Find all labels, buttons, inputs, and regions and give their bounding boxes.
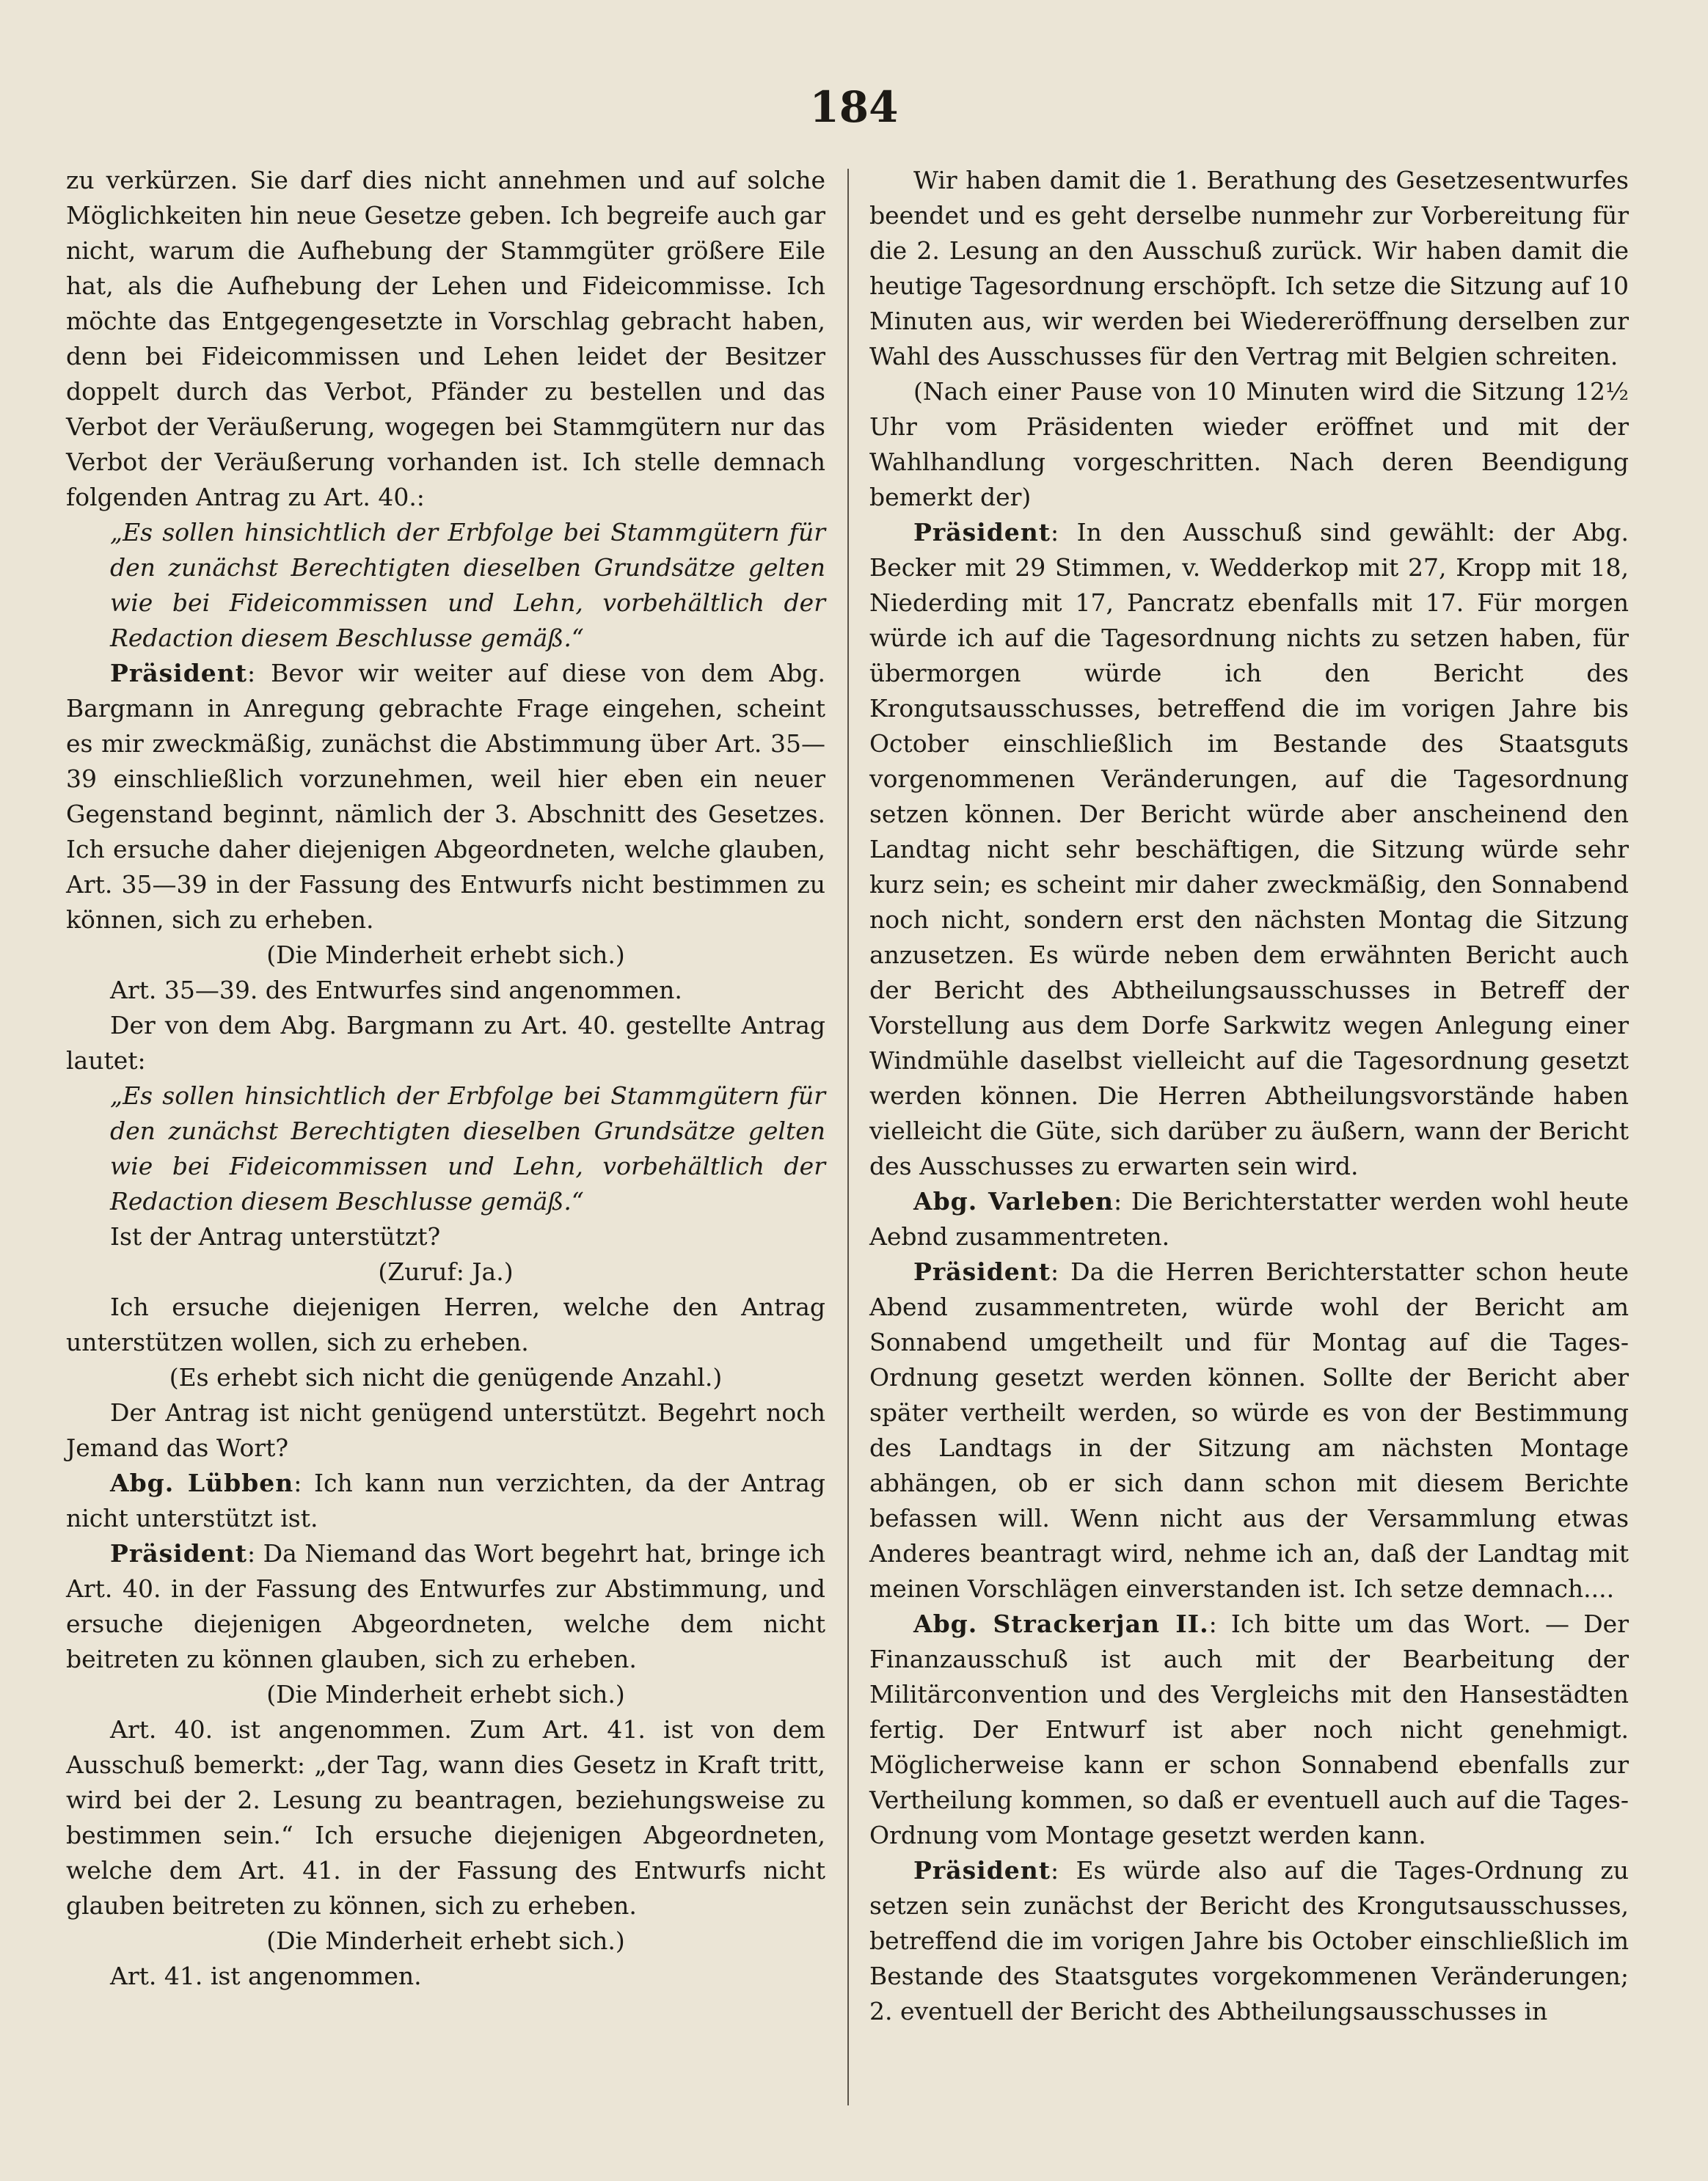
paragraph (66, 1466, 825, 1536)
paragraph-text: : Da Niemand das Wort begehrt hat, bringe ich Art. 40. in der Fassung des Entwurfes zur Abstimmung, und ersuche diejenigen Abgeordneten, welche dem nicht beitreten zu können glauben, sich zu erheben. (66, 1539, 825, 1673)
paragraph-text: Wir haben damit die 1. Berathung des Gesetzesentwurfes beendet und es geht derselbe nunmehr zur Vorbereitung für die 2. Lesung an den Ausschuß zurück. Wir haben damit die heutige Tagesordnung erschöpft. Ich setze die Sitzung auf 10 Minuten aus, wir werden bei Wiedereröffnung derselben zur Wahl des Ausschusses für den Vertrag mit Belgien schreiten. (869, 166, 1629, 370)
paragraph (66, 1395, 825, 1466)
speaker-name: Präsident (110, 659, 248, 687)
stage-direction (66, 1924, 825, 1959)
paragraph-text: (Nach einer Pause von 10 Minuten wird die Sitzung 12½ Uhr vom Präsidenten wieder eröffnet und mit der Wahlhandlung vorgeschritten. Nach deren Beendigung bemerkt der) (869, 377, 1629, 511)
paragraph (869, 1607, 1629, 1853)
paragraph (869, 515, 1629, 1184)
paragraph (869, 1853, 1629, 2029)
paragraph-text: Art. 40. ist angenommen. Zum Art. 41. ist von dem Ausschuß bemerkt: „der Tag, wann dies Gesetz in Kraft tritt, wird bei der 2. Lesung zu beantragen, beziehungsweise zu bestimmen sein.“ Ich ersuche diejenigen Abgeordneten, welche dem Art. 41. in der Fassung des Entwurfs nicht glauben beitreten zu können, sich zu erheben. (66, 1715, 825, 1920)
paragraph-text: „Es sollen hinsichtlich der Erbfolge bei Stammgütern für den zunächst Berechtigten dieselben Grundsätze gelten wie bei Fideicommissen und Lehn, vorbehältlich der Redaction diesem Beschlusse gemäß.“ (110, 518, 825, 652)
paragraph (869, 163, 1629, 374)
speaker-name: Präsident (110, 1539, 248, 1568)
paragraph-text: zu verkürzen. Sie darf dies nicht annehmen und auf solche Möglichkeiten hin neue Gesetze geben. Ich begreife auch gar nicht, warum die Aufhebung der Stammgüter größere Eile hat, als die Aufhebung der Lehen und Fideicommisse. Ich möchte das Entgegengesetzte in Vorschlag gebracht haben, denn bei Fideicommissen und Lehen leidet der Besitzer doppelt durch das Verbot, Pfänder zu bestellen und das Verbot der Veräußerung, wogegen bei Stammgütern nur das Verbot der Veräußerung vorhanden ist. Ich stelle demnach folgenden Antrag zu Art. 40.: (66, 166, 825, 511)
paragraph-text: : Die Berichterstatter werden wohl heute Aebnd zusammentreten. (869, 1187, 1629, 1251)
paragraph-text: : Ich kann nun verzichten, da der Antrag nicht unterstützt ist. (66, 1469, 825, 1532)
speaker-name: Präsident (913, 518, 1051, 547)
speaker-name: Abg. Varleben (913, 1187, 1114, 1216)
speaker-name: Abg. Strackerjan II. (913, 1610, 1209, 1638)
paragraph-text: (Zuruf: Ja.) (378, 1257, 514, 1286)
right-column (869, 163, 1629, 2029)
speaker-name: Abg. Lübben (110, 1469, 294, 1497)
paragraph (869, 1184, 1629, 1254)
paragraph-text: Art. 35—39. des Entwurfes sind angenommen. (110, 976, 682, 1004)
paragraph (66, 973, 825, 1008)
paragraph (66, 656, 825, 938)
paragraph-text: Ich ersuche diejenigen Herren, welche den Antrag unterstützen wollen, sich zu erheben. (66, 1293, 825, 1356)
paragraph-text: Der Antrag ist nicht genügend unterstützt. Begehrt noch Jemand das Wort? (66, 1398, 825, 1462)
paragraph (66, 163, 825, 515)
stage-direction (66, 1677, 825, 1712)
motion-quote (66, 515, 825, 656)
paragraph (66, 1219, 825, 1254)
paragraph-text: (Die Minderheit erhebt sich.) (266, 940, 625, 969)
speaker-name: Präsident (913, 1257, 1051, 1286)
speaker-name: Präsident (913, 1856, 1051, 1885)
paragraph-text: Ist der Antrag unterstützt? (110, 1222, 441, 1251)
paragraph (66, 1536, 825, 1677)
stage-direction (66, 938, 825, 973)
paragraph-text: : Da die Herren Berichterstatter schon heute Abend zusammentreten, würde wohl der Bericht am Sonnabend umgetheilt und für Montag auf die Tages-Ordnung gesetzt werden können. Sollte der Bericht aber später vertheilt werden, so würde es von der Bestimmung des Landtags in der Sitzung am nächsten Montage abhängen, ob er sich dann schon mit diesem Berichte befassen will. Wenn nicht aus der Versammlung etwas Anderes beantragt wird, nehme ich an, daß der Landtag mit meinen Vorschlägen einverstanden ist. Ich setze demnach.... (869, 1257, 1629, 1603)
paragraph-text: (Die Minderheit erhebt sich.) (266, 1680, 625, 1709)
paragraph-text: Der von dem Abg. Bargmann zu Art. 40. gestellte Antrag lautet: (66, 1011, 825, 1075)
paragraph-text: Art. 41. ist angenommen. (110, 1962, 422, 1990)
paragraph (66, 1290, 825, 1360)
left-column (66, 163, 825, 1994)
paragraph-text: (Die Minderheit erhebt sich.) (266, 1926, 625, 1955)
page-number: 184 (809, 82, 899, 132)
paragraph (66, 1712, 825, 1924)
paragraph (66, 1959, 825, 1994)
paragraph-text: : Bevor wir weiter auf diese von dem Abg. Bargmann in Anregung gebrachte Frage eingehen, scheint es mir zweckmäßig, zunächst die Abstimmung über Art. 35—39 einschließlich vorzunehmen, weil hier eben ein neuer Gegenstand beginnt, nämlich der 3. Abschnitt des Gesetzes. Ich ersuche daher diejenigen Abgeordneten, welche glauben, Art. 35—39 in der Fassung des Entwurfs nicht bestimmen zu können, sich zu erheben. (66, 659, 825, 934)
paragraph-text: (Es erhebt sich nicht die genügende Anzahl.) (169, 1363, 723, 1392)
stage-direction (66, 1254, 825, 1290)
stage-direction (66, 1360, 825, 1395)
column-divider (847, 169, 849, 2105)
paragraph-text: : In den Ausschuß sind gewählt: der Abg. Becker mit 29 Stimmen, v. Wedderkop mit 27, Kropp mit 18, Niederding mit 17, Pancratz ebenfalls mit 17. Für morgen würde ich auf die Tagesordnung nichts zu setzen haben, für übermorgen würde ich den Bericht des Krongutsausschusses, betreffend die im vorigen Jahre bis October einschließlich im Bestande des Staatsguts vorgenommenen Veränderungen, auf die Tagesordnung setzen können. Der Bericht würde aber anscheinend den Landtag nicht sehr beschäftigen, die Sitzung würde sehr kurz sein; es scheint mir daher zweckmäßig, den Sonnabend noch nicht, sondern erst den nächsten Montag die Sitzung anzusetzen. Es würde neben dem erwähnten Bericht auch der Bericht des Abtheilungsausschusses in Betreff der Vorstellung aus dem Dorfe Sarkwitz wegen Anlegung einer Windmühle daselbst vielleicht auf die Tagesordnung gesetzt werden können. Die Herren Abtheilungsvorstände haben vielleicht die Güte, sich darüber zu äußern, wann der Bericht des Ausschusses zu erwarten sein wird. (869, 518, 1629, 1180)
paragraph-text: „Es sollen hinsichtlich der Erbfolge bei Stammgütern für den zunächst Berechtigten dieselben Grundsätze gelten wie bei Fideicommissen und Lehn, vorbehältlich der Redaction diesem Beschlusse gemäß.“ (110, 1081, 825, 1216)
paragraph (66, 1008, 825, 1078)
paragraph (869, 1254, 1629, 1607)
paragraph-text: : Es würde also auf die Tages-Ordnung zu setzen sein zunächst der Bericht des Krongutsausschusses, betreffend die im vorigen Jahre bis October einschließlich im Bestande des Staatsgutes vorgekommenen Veränderungen; 2. eventuell der Bericht des Abtheilungsausschusses in (869, 1856, 1629, 2025)
paragraph-text: : Ich bitte um das Wort. — Der Finanzausschuß ist auch mit der Bearbeitung der Militärconvention und des Vergleichs mit den Hansestädten fertig. Der Entwurf ist aber noch nicht genehmigt. Möglicherweise kann er schon Sonnabend ebenfalls zur Vertheilung kommen, so daß er eventuell auch auf die Tages-Ordnung vom Montage gesetzt werden kann. (869, 1610, 1629, 1849)
paragraph (869, 374, 1629, 515)
motion-quote (66, 1078, 825, 1219)
